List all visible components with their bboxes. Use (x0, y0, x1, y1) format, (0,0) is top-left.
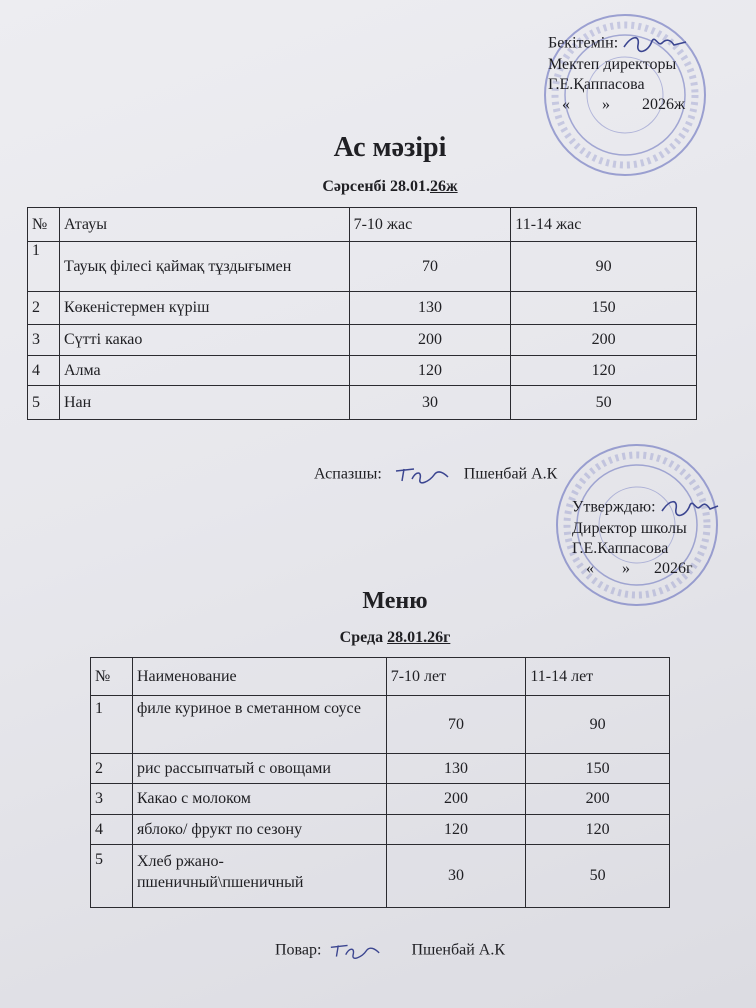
portion-7-10: 120 (349, 356, 511, 386)
dish-name: рис рассыпчатый с овощами (132, 754, 386, 784)
menu-table-ru (90, 657, 670, 908)
dish-name: филе куриное в сметанном соусе (132, 696, 386, 754)
row-number: 3 (28, 325, 60, 356)
approval-line-2: Мектеп директоры (548, 56, 677, 73)
portion-7-10: 30 (386, 845, 526, 908)
date-line-ru (0, 629, 756, 647)
cook-signature-icon (394, 465, 450, 485)
table-row (91, 815, 670, 845)
dish-name: Тауық філесі қаймақ тұздығымен (59, 242, 349, 292)
table-row (28, 386, 697, 420)
row-number: 5 (28, 386, 60, 420)
table-header-row (91, 658, 670, 696)
approval-year: 2026ж (642, 96, 686, 113)
row-number: 5 (91, 845, 133, 908)
dish-name: Хлеб ржано-пшеничный\пшеничный (132, 845, 386, 908)
cook-line-kz (314, 465, 557, 485)
col-header-name: Наименование (132, 658, 386, 696)
approval-line-3: Г.Е.Қаппасова (548, 76, 645, 93)
approval-line-3: Г.Е.Каппасова (572, 540, 669, 557)
portion-11-14: 120 (511, 356, 697, 386)
table-row (28, 242, 697, 292)
day-prefix-ru: Среда (339, 629, 384, 646)
cook-label: Повар: (275, 941, 322, 959)
quote-close: » (622, 560, 630, 577)
menu-table-kz (27, 207, 697, 420)
dish-name: Нан (59, 386, 349, 420)
day-prefix-kz: Сәрсенбі 28.01. (322, 178, 430, 195)
approval-block-kz (548, 33, 688, 115)
day-underlined-ru: 28.01.26г (387, 629, 451, 646)
portion-11-14: 200 (511, 325, 697, 356)
portion-7-10: 200 (386, 784, 526, 815)
portion-11-14: 90 (526, 696, 670, 754)
col-header-name: Атауы (59, 208, 349, 242)
page-title-ru: Меню (362, 588, 428, 614)
table-header-row (28, 208, 697, 242)
cook-signature-icon (329, 941, 381, 961)
portion-7-10: 70 (386, 696, 526, 754)
col-header-number: № (91, 658, 133, 696)
approval-block-ru (572, 497, 720, 579)
table-row (28, 292, 697, 325)
portion-11-14: 90 (511, 242, 697, 292)
row-number: 4 (28, 356, 60, 386)
row-number: 4 (91, 815, 133, 845)
approval-line-1: Утверждаю: (572, 498, 656, 516)
portion-11-14: 50 (526, 845, 670, 908)
cook-label: Аспазшы: (314, 465, 382, 483)
col-header-age-7-10: 7-10 лет (386, 658, 526, 696)
col-header-number: № (28, 208, 60, 242)
page-title-kz: Ас мәзірі (333, 132, 447, 163)
portion-7-10: 130 (386, 754, 526, 784)
table-row (28, 325, 697, 356)
row-number: 2 (28, 292, 60, 325)
dish-name: Көкеністермен күріш (59, 292, 349, 325)
col-header-age-11-14: 11-14 жас (511, 208, 697, 242)
row-number: 1 (28, 242, 60, 292)
portion-11-14: 50 (511, 386, 697, 420)
date-line-kz (0, 178, 756, 196)
table-row (91, 845, 670, 908)
col-header-age-7-10: 7-10 жас (349, 208, 511, 242)
quote-open: « (562, 96, 570, 113)
portion-11-14: 150 (526, 754, 670, 784)
portion-11-14: 200 (526, 784, 670, 815)
cook-name: Пшенбай А.К (463, 465, 558, 483)
table-row (28, 356, 697, 386)
col-header-age-11-14: 11-14 лет (526, 658, 670, 696)
approval-line-1: Бекітемін: (548, 34, 619, 52)
dish-name: Сүтті какао (59, 325, 349, 356)
director-signature-icon (622, 33, 688, 55)
row-number: 3 (91, 784, 133, 815)
portion-7-10: 200 (349, 325, 511, 356)
portion-11-14: 150 (511, 292, 697, 325)
quote-close: » (602, 96, 610, 113)
table-row (91, 784, 670, 815)
cook-line-ru (275, 941, 505, 961)
dish-name: яблоко/ фрукт по сезону (132, 815, 386, 845)
portion-7-10: 30 (349, 386, 511, 420)
director-signature-icon (660, 497, 720, 519)
approval-year: 2026г (654, 560, 693, 577)
quote-open: « (586, 560, 594, 577)
portion-11-14: 120 (526, 815, 670, 845)
approval-line-2: Директор школы (572, 520, 687, 537)
portion-7-10: 120 (386, 815, 526, 845)
dish-name: Какао с молоком (132, 784, 386, 815)
day-underlined-kz: 26ж (430, 178, 458, 195)
cook-name: Пшенбай А.К (411, 941, 506, 959)
table-row (91, 754, 670, 784)
row-number: 2 (91, 754, 133, 784)
portion-7-10: 130 (349, 292, 511, 325)
portion-7-10: 70 (349, 242, 511, 292)
row-number: 1 (91, 696, 133, 754)
table-row (91, 696, 670, 754)
dish-name: Алма (59, 356, 349, 386)
